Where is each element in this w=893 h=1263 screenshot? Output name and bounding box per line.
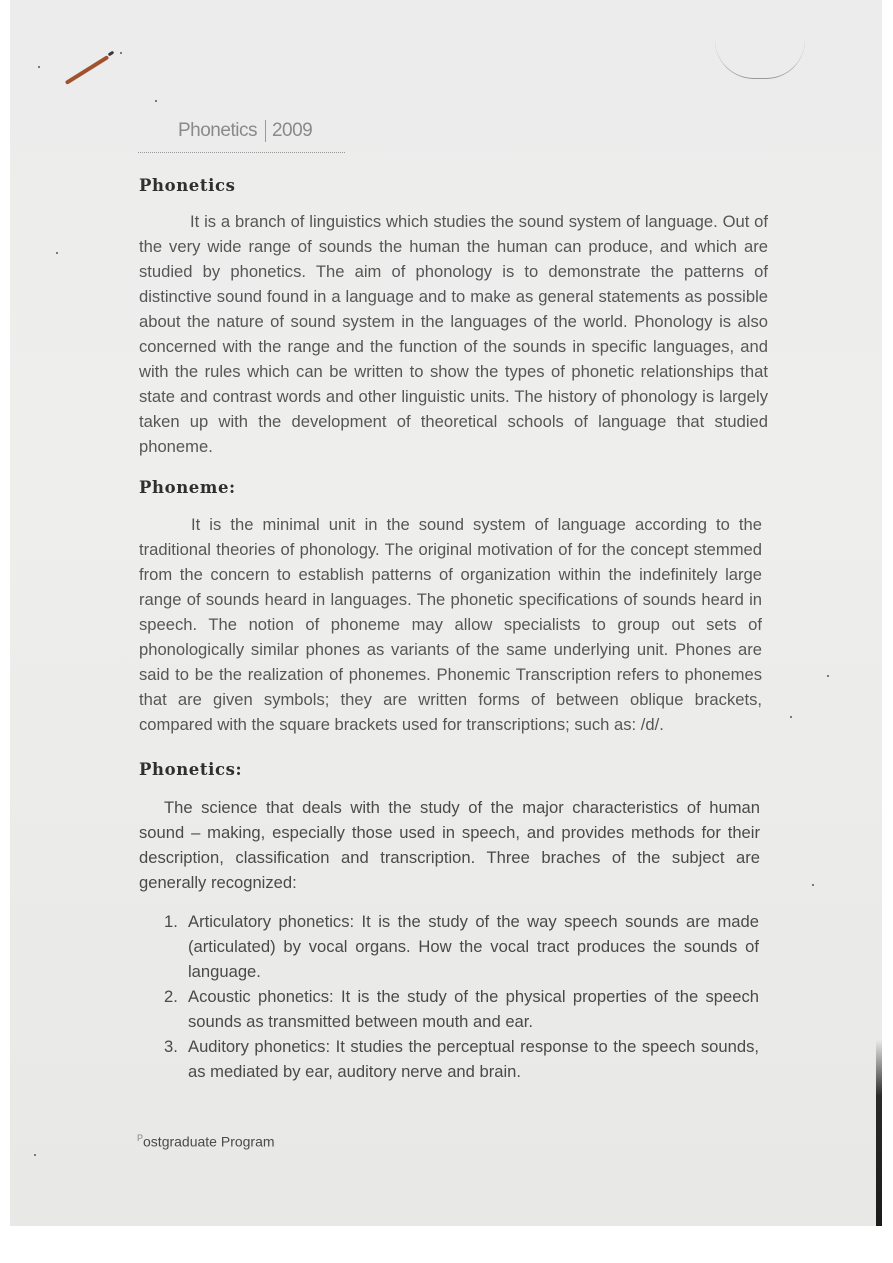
header-separator: [265, 120, 266, 142]
section-heading-phonetics: Phonetics: [139, 176, 236, 195]
header-subject: Phonetics: [178, 120, 257, 142]
speck: [38, 66, 40, 68]
header-rule: [138, 152, 345, 153]
speck: [34, 1154, 36, 1156]
speck: [812, 884, 814, 886]
footer-text: ostgraduate Program: [143, 1133, 275, 1150]
page-shadow-edge: [876, 1040, 882, 1226]
list-item-text: Acoustic phonetics: It is the study of the physical properties of the speech sounds as transmitted between mouth and ear.: [188, 987, 759, 1031]
section-heading-phonetics-2: Phonetics:: [139, 760, 243, 779]
running-header: [178, 120, 312, 142]
document-body: [139, 172, 768, 1084]
list-item: [139, 984, 759, 1034]
speck: [56, 252, 58, 254]
header-year: 2009: [271, 120, 313, 142]
pencil-tip-mark: [108, 51, 115, 57]
list-item-text: Auditory phonetics: It studies the perceptual response to the speech sounds, as mediated by ear, auditory nerve and brain.: [188, 1037, 759, 1081]
paragraph-phonetics: It is a branch of linguistics which studies the sound system of language. Out of the very wide range of sounds the human the human can produce, and which are studied by phonetics. The aim of phonology is to demonstrate the patterns of distinctive sound found in a language and to make as general statements as possible about the nature of sound system in the languages of the world. Phonology is also concerned with the range and the function of the sounds in specific languages, and with the rules which can be written to show the types of phonetic relationships that state and contrast words and other linguistic units. The history of phonology is largely taken up with the development of theoretical schools of language that studied phoneme.: [139, 212, 768, 456]
list-item-text: Articulatory phonetics: It is the study of the way speech sounds are made (articulated) by vocal organs. How the vocal tract produces the sounds of language.: [188, 912, 759, 981]
paragraph-phonetics-science: The science that deals with the study of the major characteristics of human sound – making, especially those used in speech, and provides methods for their description, classification and transcription. Three braches of the subject are generally recognized:: [139, 798, 760, 892]
paragraph-phoneme: It is the minimal unit in the sound system of language according to the traditional theories of phonology. The original motivation of for the concept stemmed from the concern to establish patterns of organization within the indefinitely large range of sounds heard in languages. The phonetic specifications of sounds heard in speech. The notion of phoneme may allow specialists to group out sets of phonologically similar phones as variants of the same underlying unit. Phones are said to be the realization of phonemes. Phonemic Transcription refers to phonemes that are given symbols; they are written forms of between oblique brackets, compared with the square brackets used for transcriptions; such as: /d/.: [139, 515, 762, 734]
speck: [790, 716, 792, 718]
footer-initial: P: [137, 1133, 144, 1143]
pencil-mark: [65, 55, 110, 85]
speck: [155, 100, 157, 102]
speck: [120, 52, 122, 54]
list-item-number: 1.: [164, 912, 178, 931]
speck: [827, 675, 829, 677]
list-item: [139, 909, 759, 984]
list-item: [139, 1034, 759, 1084]
section-heading-phoneme: Phoneme:: [139, 478, 236, 497]
list-item-number: 2.: [164, 987, 178, 1006]
list-item-number: 3.: [164, 1037, 178, 1056]
branches-list: [139, 909, 759, 1084]
page-footer: [137, 1133, 275, 1150]
pen-curve-mark: [715, 40, 805, 79]
